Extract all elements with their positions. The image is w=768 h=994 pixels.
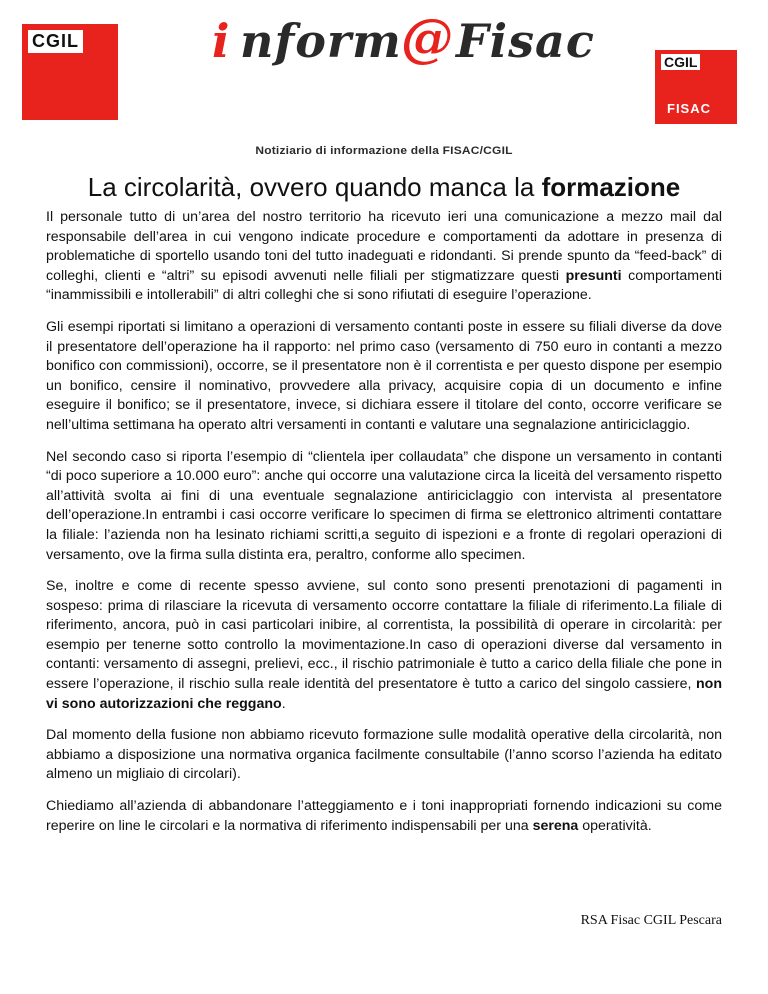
paragraph-1-bold: presunti — [565, 267, 622, 284]
paragraph-6-text-a: Chiediamo all’azienda di abbandonare l’atteggiamento e i toni inappropriati fornendo indicazioni su come reperire on line le circolari e la normativa di riferimento indispensabili per una — [46, 798, 722, 834]
paragraph-6-text-b: operatività. — [578, 817, 652, 834]
paragraph-1 — [46, 208, 722, 306]
paragraph-1-text-b: comportamenti “inammissibili e intollerabili” di altri colleghi che si sono rifiutati di eseguire l’operazione. — [46, 267, 722, 304]
cgil-logo-left — [22, 24, 118, 120]
article-body — [46, 208, 722, 848]
paragraph-1-text-a: Il personale tutto di un’area del nostro territorio ha ricevuto ieri una comunicazione a mezzo mail dal responsabile dell’area in cui vengono indicate procedure e comportamenti da adottare in presenza di problematiche di sportello usando toni del tutto inadeguati e ridondanti. Si prende spunto da “feed-back” di colleghi, clienti e “altri” su episodi avvenuti nelle filiali per stigmatizzare questi — [46, 209, 722, 284]
page-title — [0, 172, 768, 203]
paragraph-6-bold: serena — [532, 817, 579, 834]
paragraph-4 — [46, 577, 722, 714]
masthead-i: i — [212, 14, 231, 68]
paragraph-6 — [46, 797, 722, 836]
cgil-logo-text: CGIL — [32, 31, 79, 51]
cgil-fisac-logo-right — [655, 50, 737, 124]
cgil-logo-tag — [28, 30, 83, 53]
paragraph-2: Gli esempi riportati si limitano a operazioni di versamento contanti poste in essere su filiali diverse da dove il presentatore dell’operazione ha il rapporto: nel primo caso (versamento di 750 euro in contanti a mezzo bonifico con commissioni), occorre, se il presentatore non è il correntista e per questo dispone per esempio un bonifico, censire il nominativo, provvedere alla privacy, acquisire copia di un documento e infine eseguire il bonifico; se il presentatore, invece, si dichiara essere il titolare del conto, occorre verificare se nell’ultima settimana ha operato altri versamenti in contanti e valutare una segnalazione antiriciclaggio. — [46, 318, 722, 433]
newsletter-subtitle-text: Notiziario di informazione della FISAC/CGIL — [255, 143, 513, 157]
paragraph-4-text-a: Se, inoltre e come di recente spesso avviene, sul conto sono presenti prenotazioni di pagamenti in sospeso: prima di rilasciare la ricevuta di versamento occorre contattare la filiale di riferimento.La filiale di riferimento, ancora, può in casi particolari inibire, al correntista, la possibilità di operare in circolarità: per esempio per tenerne sotto controllo la movimentazione.In caso di operazioni diverse dal versamento in contanti: versamento di assegni, prelievi, ecc., il rischio patrimoniale è tutto a carico della filiale che pone in essere l’operazione, il rischio sulla reale identità del presentatore è tutto a carico del singolo cassiere, — [46, 578, 722, 693]
paragraph-4-text-b: . — [281, 695, 286, 712]
masthead-logo — [206, 8, 595, 80]
cgil-fisac-logo-bottom: FISAC — [667, 101, 711, 116]
paragraph-5: Dal momento della fusione non abbiamo ricevuto formazione sulle modalità operative della circolarità, non abbiamo a disposizione una normativa organica facilmente consultabile (l’anno scorso l’azienda ha editato almeno un migliaio di circolari). — [46, 727, 722, 783]
newsletter-subtitle — [0, 143, 768, 157]
masthead-inform: nform — [240, 14, 402, 68]
paragraph-3: Nel secondo caso si riporta l’esempio di “clientela iper collaudata” che dispone un versamento in contanti “di poco superiore a 10.000 euro”: anche qui occorre una valutazione circa la liceità del versamento rispetto all’attività svolta ai fini di una eventuale segnalazione antiriciclaggio con intervista al presentatore dell’operazione.In entrambi i casi occorre verificare lo specimen di firma se elettronico altrimenti contattare la filiale: l’azienda non ha lesinato richiami scritti,a seguito di ispezioni e a fronte di regolari operazioni di versamento, ove la firma sulla distinta era, peraltro, conforme allo specimen. — [46, 448, 722, 563]
masthead-fisac: Fisac — [456, 14, 595, 68]
signature: RSA Fisac CGIL Pescara — [580, 913, 722, 928]
page-title-main: La circolarità, ovvero quando manca la — [87, 172, 542, 202]
cgil-fisac-logo-top: CGIL — [661, 54, 700, 70]
paragraph-4-bold: non vi sono autorizzazioni che reggano — [46, 676, 722, 712]
page-title-emphasis: formazione — [541, 172, 681, 202]
masthead-at-sign: @ — [401, 8, 454, 69]
